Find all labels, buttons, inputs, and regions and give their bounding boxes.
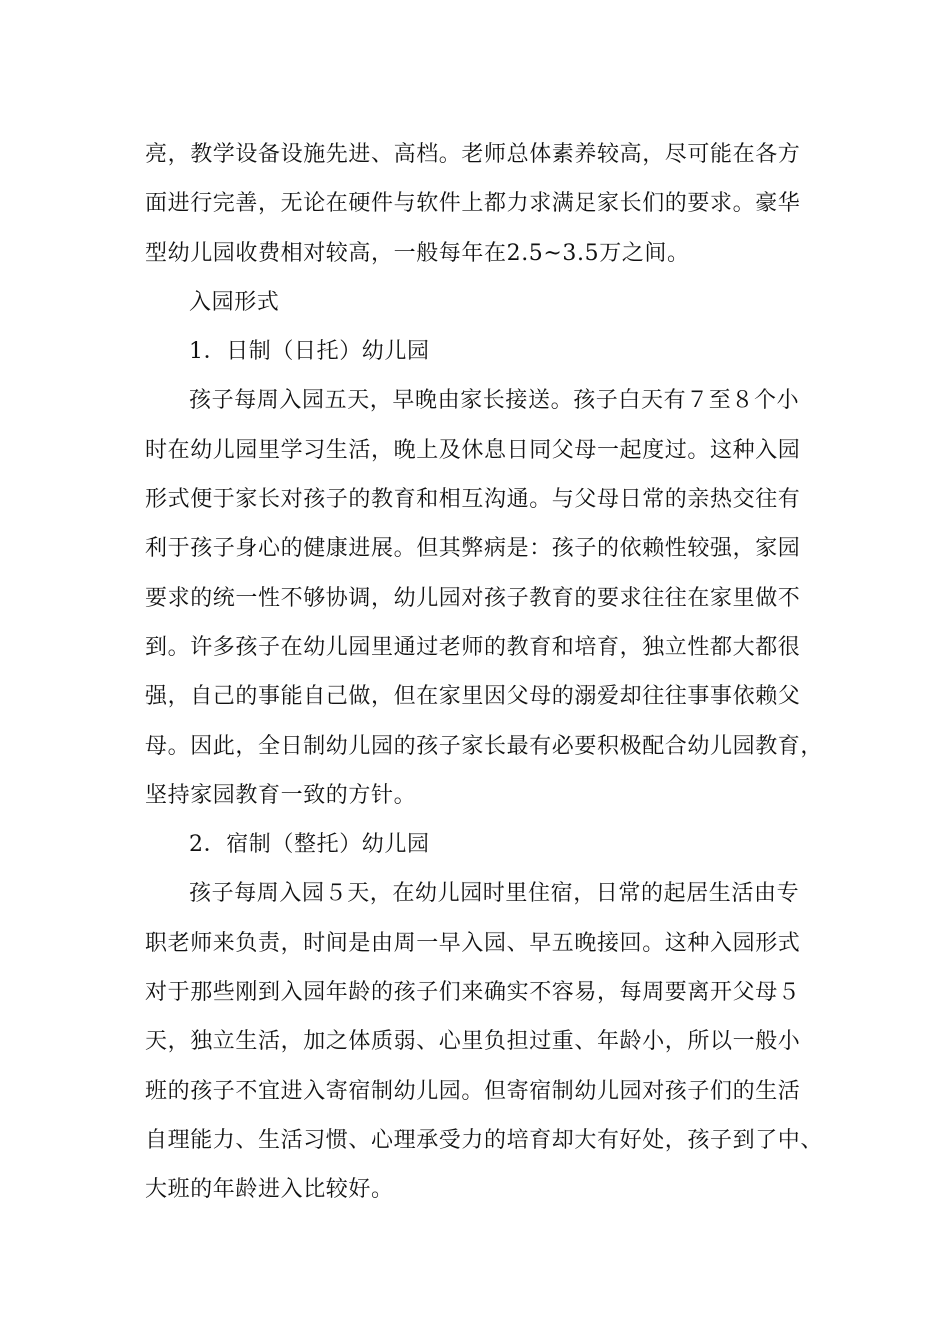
text-line: 形式便于家长对孩子的教育和相互沟通。与父母日常的亲热交往有 [145, 487, 801, 513]
text-line: 职老师来负责，时间是由周一早入园、早五晚接回。这种入园形式 [145, 930, 801, 956]
text-line: 利于孩子身心的健康进展。但其弊病是：孩子的依赖性较强，家园 [145, 536, 801, 562]
text-line: 自理能力、生活习惯、心理承受力的培育却大有好处，孩子到了中、 [145, 1127, 824, 1153]
text-line: 大班的年龄进入比较好。 [145, 1177, 394, 1203]
text-line: 孩子每周入园五天，早晚由家长接送。孩子白天有７至８个小 [189, 388, 800, 414]
text-line: 母。因此，全日制幼儿园的孩子家长最有必要积极配合幼儿园教育， [145, 733, 824, 759]
text-line: 坚持家园教育一致的方针。 [145, 782, 417, 808]
document-body [145, 130, 824, 1215]
text-line: 天，独立生活，加之体质弱、心里负担过重、年龄小，所以一般小 [145, 1029, 801, 1055]
text-line: 时在幼儿园里学习生活，晚上及休息日同父母一起度过。这种入园 [145, 437, 801, 463]
text-line: 孩子每周入园５天，在幼儿园时里住宿，日常的起居生活由专 [189, 881, 800, 907]
text-line: 对于那些刚到入园年龄的孩子们来确实不容易，每周要离开父母５ [145, 980, 801, 1006]
subsection-heading: 1．日制（日托）幼儿园 [189, 339, 430, 365]
text-line: 面进行完善，无论在硬件与软件上都力求满足家长们的要求。豪华 [145, 191, 801, 217]
text-line: 型幼儿园收费相对较高，一般每年在2.5~3.5万之间。 [145, 240, 690, 266]
text-line: 到。许多孩子在幼儿园里通过老师的教育和培育，独立性都大都很 [145, 634, 801, 660]
section-heading: 入园形式 [189, 289, 280, 315]
text-line: 班的孩子不宜进入寄宿制幼儿园。但寄宿制幼儿园对孩子们的生活 [145, 1078, 801, 1104]
subsection-heading: 2．宿制（整托）幼儿园 [189, 832, 430, 858]
text-line: 要求的统一性不够协调，幼儿园对孩子教育的要求往往在家里做不 [145, 585, 801, 611]
text-line: 亮，教学设备设施先进、高档。老师总体素养较高，尽可能在各方 [145, 142, 801, 167]
text-line: 强，自己的事能自己做，但在家里因父母的溺爱却往往事事依赖父 [145, 684, 801, 710]
